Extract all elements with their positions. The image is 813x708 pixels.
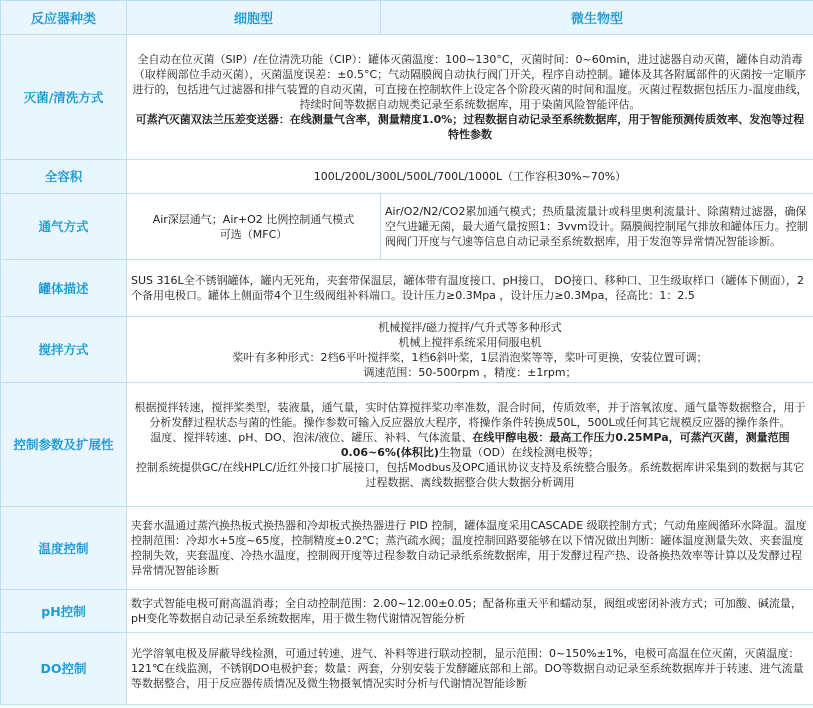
row-temperature (1, 507, 813, 590)
row-label-aeration: 通气方式 (1, 194, 127, 260)
header-microbial-type: 微生物型 (381, 1, 813, 35)
header-row (1, 1, 813, 35)
row-label-do: DO控制 (1, 633, 127, 705)
row-label-vessel: 罐体描述 (1, 260, 127, 317)
control-text-2c: 生物量（OD）在线检测电极等； (438, 445, 600, 459)
control-text-3: 控制系统提供GC/在线HPLC/近红外接口扩展接口，包括Modbus及OPC通讯协议支持及系统整合服务。系统数据库讲采集到的数据与其它过程数据、离线数据整合供大数据分析调用 (135, 460, 805, 489)
stirring-content (127, 317, 813, 383)
row-volume (1, 160, 813, 194)
row-vessel (1, 260, 813, 317)
row-label-sterilize: 灭菌/清洗方式 (1, 35, 127, 160)
sterilize-sip-text: 全自动在位灭菌（SIP）/在位清洗功能（CIP）：罐体灭菌温度：100~130°C，灭菌时间：0~60min，进过滤器自动灭菌，罐体自动消毒（取样阀部位手动灭菌），灭菌温度误差：±0.5°C；气动隔膜阀自动执行阀门开关，程序自动控制。罐体及其各附属部件的灭菌按一定顺序进行的，包括进气过滤器和排气装置的自动灭菌，可直接在控制软件上设定各个阶段灭菌的时间和温度。灭菌过程数据包括压力-温度曲线，持续时间等数据自动规类记录至系统数据库，用于染菌风险智能评估。 (132, 53, 808, 111)
aeration-cell-text: Air深层通气；Air+O2 比例控制通气模式 (152, 212, 355, 226)
aeration-microbial-text: Air/O2/N2/CO2累加通气模式；热质量流量计或科里奥利流量计、除菌精过滤器，确保空气进罐无菌，最大通气量按照1：3vvm设计。隔膜阀控制尾气排放和罐体压力。控制阀阀门开度与气速等信息自动记录至系统数据库，用于发泡等异常情况智能诊断。 (381, 194, 813, 260)
vessel-text: SUS 316L全不锈钢罐体，罐内无死角，夹套带保温层，罐体带有温度接口、pH接口、 DO接口、移种口、卫生级取样口（罐体下侧面），2个备用电极口。罐体上侧面带4个卫生级阀组补料端口。设计压力≥0.3Mpa ，设计压力≥0.3Mpa，径高比：1：2.5 (127, 260, 813, 317)
control-text-1: 根据搅拌转速，搅拌桨类型，装液量，通气量，实时估算搅拌桨功率准数，混合时间，传质效率，并于溶氧浓度、通气量等数据整合，用于分析发酵过程状态与菌的性能。操作参数可输入反应器放大程序，将操作条件转换成50L，500L或任何其它规模反应器的操作条件。 (134, 400, 806, 429)
header-cell-type: 细胞型 (127, 1, 381, 35)
header-reactor-type: 反应器种类 (1, 1, 127, 35)
temperature-text: 夹套水温通过蒸汽换热板式换热器和冷却板式换热器进行 PID 控制，罐体温度采用CASCADE 级联控制方式；气动角座阀循环水降温。温度控制范围：冷却水+5度~65度，控制精度±0.2℃；蒸汽疏水阀；温度控制回路要能够在以下情况做出判断：罐体温度测量失效、夹套温度控制失效，夹套温度、冷热水温度，控制阀开度等过程参数自动记录纸系统数据库，用于发酵过程产热、设备换热效率等计算以及发酵过程异常情况智能诊断 (127, 507, 813, 590)
control-text-2a: 温度、搅拌转速、pH、DO、泡沫/液位、罐压、补料、气体流量、 (150, 430, 473, 444)
ph-text: 数字式智能电极可耐高温消毒；全自动控制范围：2.00~12.00±0.05；配备称重天平和蠕动泵，阀组或密闭补液方式；可加酸、碱流量，pH变化等数据自动记录至系统数据库，用于微生物代谢情况智能分析 (127, 590, 813, 633)
row-do (1, 633, 813, 705)
row-label-stirring: 搅拌方式 (1, 317, 127, 383)
row-label-temperature: 温度控制 (1, 507, 127, 590)
control-text-2b: 在线甲醇电极：最高工作压力0.25MPa，可蒸汽灭菌，测量范围0.06~6%(体积比) (340, 430, 790, 459)
aeration-cell-optional: 可选（MFC） (219, 227, 288, 241)
stirring-line-1: 机械搅拌/磁力搅拌/气升式等多种形式 (378, 320, 562, 334)
row-sterilize (1, 35, 813, 160)
control-content (127, 383, 813, 507)
volume-text: 100L/200L/300L/500L/700L/1000L（工作容积30%~70%） (127, 160, 813, 194)
do-text: 光学溶氧电极及屏蔽导线检测，可通过转速、进气、补料等进行联动控制，显示范围：0~150%±1%，电极可高温在位灭菌，灭菌温度：121℃在线监测，不锈钢DO电极护套；数量：两套，分别安装于发酵罐底部和上部。DO等数据自动记录至系统数据库并于转速、进气流量等数据整合，用于反应器传质情况及微生物摄氧情况实时分析与代谢情况智能诊断 (127, 633, 813, 705)
aeration-cell-type (127, 194, 381, 260)
row-control (1, 383, 813, 507)
sterilize-content (127, 35, 813, 160)
row-label-control: 控制参数及扩展性 (1, 383, 127, 507)
sterilize-transmitter-text: 可蒸汽灭菌双法兰压差变送器：在线测量气含率，测量精度1.0%；过程数据自动记录至系统数据库，用于智能预测传质效率、发泡等过程特性参数 (135, 113, 805, 141)
row-ph (1, 590, 813, 633)
control-text-2 (131, 430, 809, 460)
stirring-line-2: 机械上搅拌系统采用伺服电机 (398, 335, 542, 349)
row-aeration (1, 194, 813, 260)
row-label-volume: 全容积 (1, 160, 127, 194)
row-label-ph: pH控制 (1, 590, 127, 633)
row-stirring (1, 317, 813, 383)
stirring-line-3: 桨叶有多种形式：2档6平叶搅拌桨，1档6斜叶桨，1层消泡桨等等，桨叶可更换，安装位置可调； (232, 350, 708, 364)
stirring-line-4: 调速范围：50-500rpm ，精度：±1rpm； (363, 365, 577, 379)
